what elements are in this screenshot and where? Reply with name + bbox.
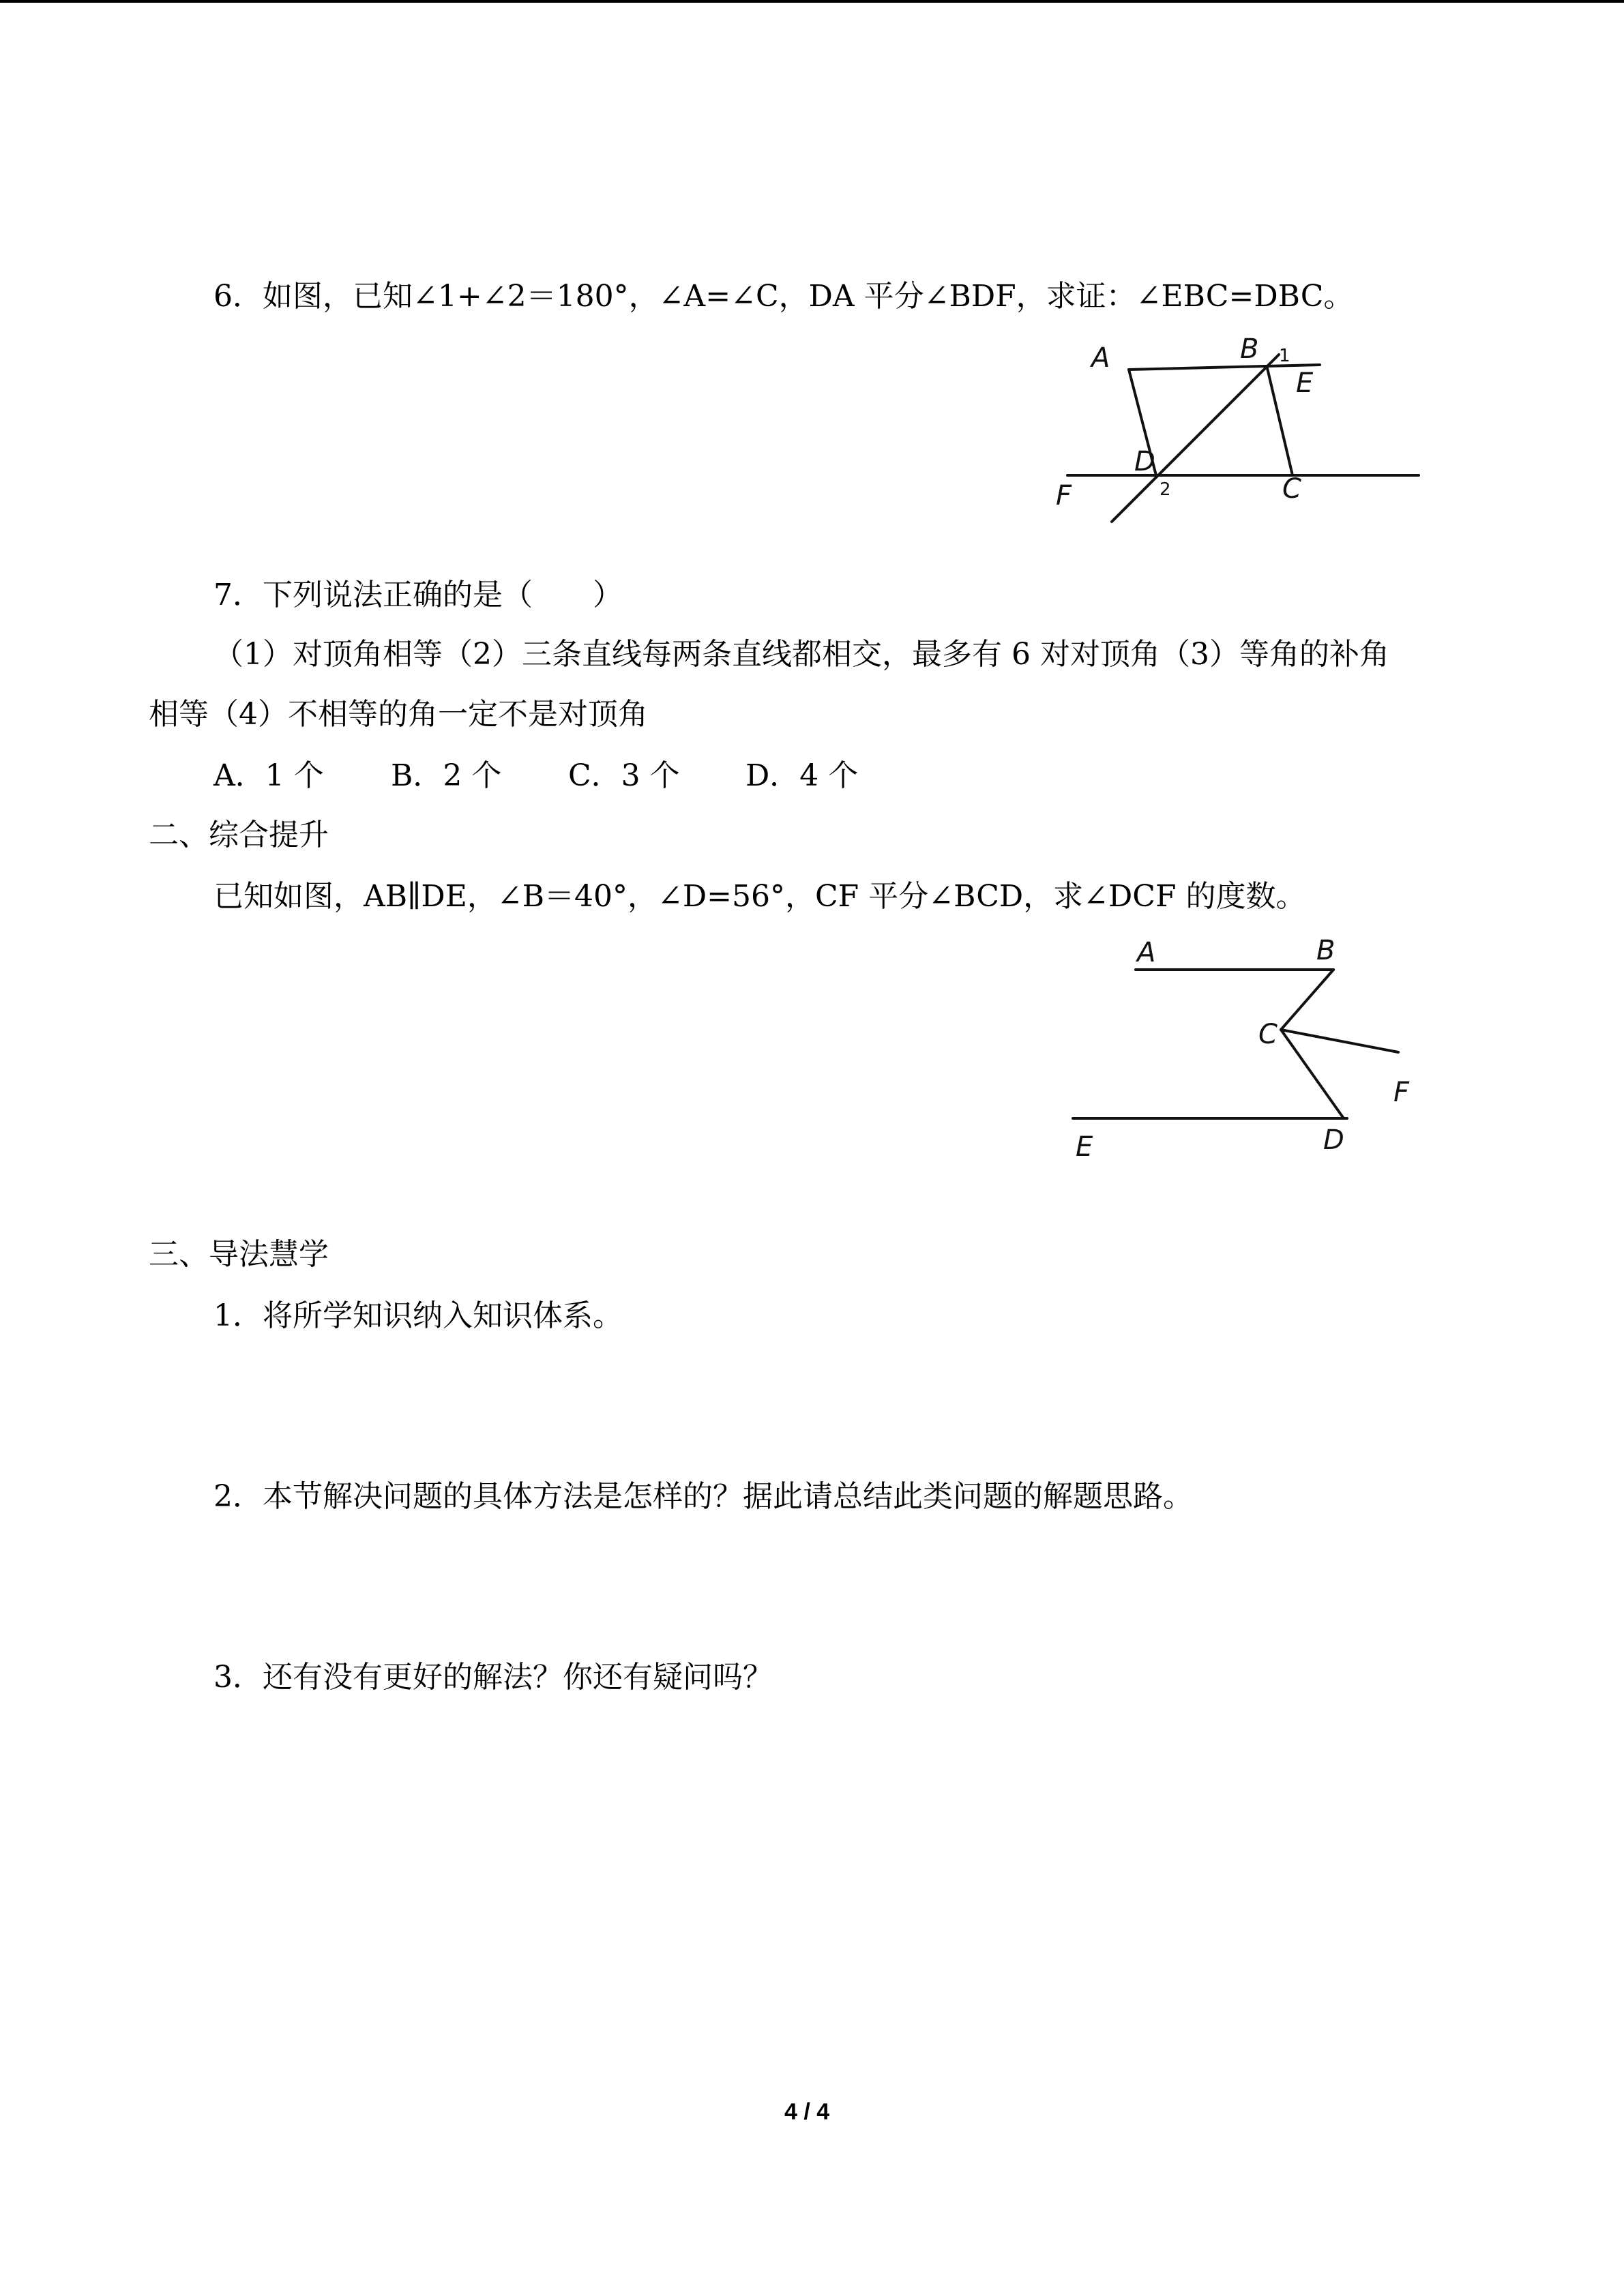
label-c: C <box>1282 473 1301 505</box>
question-7-line-2: 相等（4）不相等的角一定不是对顶角 <box>149 697 648 732</box>
label-e: E <box>1076 1131 1093 1163</box>
line-db <box>1112 355 1279 522</box>
section-2-figure <box>1061 931 1443 1169</box>
label-angle-1: 1 <box>1279 346 1290 366</box>
label-d: D <box>1323 1124 1344 1156</box>
section-3-heading: 三、导法慧学 <box>149 1237 329 1272</box>
line-ab <box>1129 365 1320 370</box>
segment-cd <box>1281 1030 1344 1118</box>
label-a: A <box>1091 342 1110 374</box>
question-6-figure <box>1050 334 1432 532</box>
option-d: D．4 个 <box>745 758 859 793</box>
question-7-line-1: （1）对顶角相等（2）三条直线每两条直线都相交，最多有 6 对对顶角（3）等角的补角 <box>213 637 1389 672</box>
section-3-item-3: 3．还有没有更好的解法？你还有疑问吗？ <box>213 1660 773 1695</box>
segment-bc <box>1267 368 1293 475</box>
label-c: C <box>1258 1019 1278 1050</box>
label-f: F <box>1056 480 1072 511</box>
option-a: A．1 个 <box>213 758 324 793</box>
label-e: E <box>1296 368 1314 399</box>
label-angle-2: 2 <box>1160 479 1171 500</box>
label-f: F <box>1393 1077 1410 1108</box>
option-c: C．3 个 <box>568 758 680 793</box>
section-2-heading: 二、综合提升 <box>149 818 329 852</box>
segment-bc <box>1281 970 1333 1030</box>
option-b: B．2 个 <box>391 758 502 793</box>
ray-cf <box>1281 1030 1398 1052</box>
label-b: B <box>1240 333 1259 365</box>
question-6-text: 6．如图，已知∠1+∠2＝180°，∠A=∠C，DA 平分∠BDF，求证：∠EBC=DBC。 <box>213 279 1354 314</box>
question-7-stem: 7．下列说法正确的是（ ） <box>213 578 623 612</box>
section-3-item-1: 1．将所学知识纳入知识体系。 <box>213 1298 623 1333</box>
label-a: A <box>1137 937 1156 968</box>
label-d: D <box>1134 446 1155 477</box>
section-3-item-2: 2．本节解决问题的具体方法是怎样的？据此请总结此类问题的解题思路。 <box>213 1479 1193 1514</box>
section-2-problem: 已知如图，AB∥DE，∠B＝40°，∠D=56°，CF 平分∠BCD，求∠DCF 的度数。 <box>213 879 1306 914</box>
page-number: 4 / 4 <box>784 2099 830 2125</box>
label-b: B <box>1316 935 1335 966</box>
top-border <box>0 0 1624 3</box>
